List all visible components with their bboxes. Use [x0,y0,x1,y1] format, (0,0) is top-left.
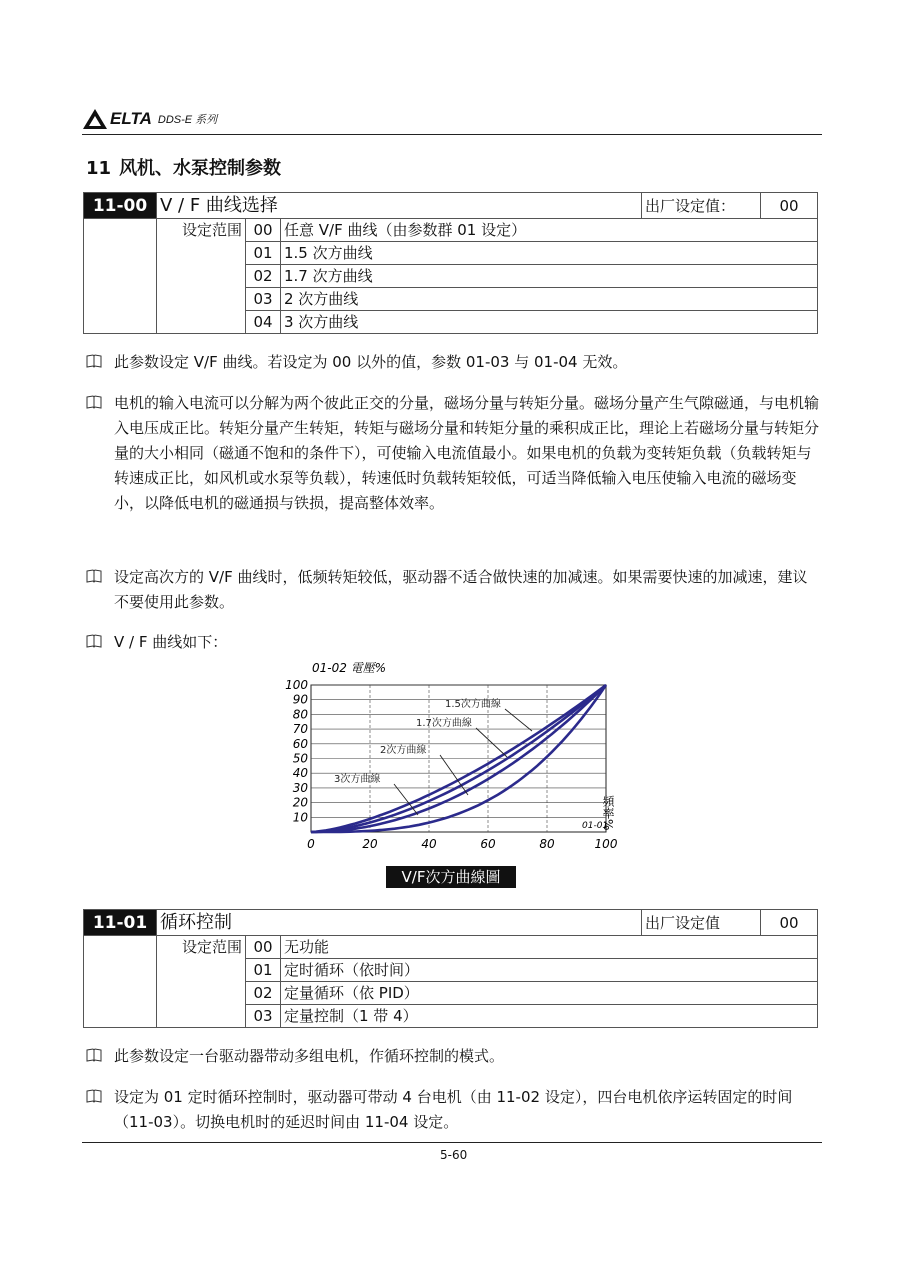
param-code: 11-00 [84,193,157,219]
note-item [86,350,821,375]
option-code: 03 [246,1005,281,1028]
blank-cell [84,219,157,334]
option-text: 无功能 [281,936,818,959]
note-text: V / F 曲线如下： [114,633,228,651]
note-text: 此参数设定 V/F 曲线。若设定为 00 以外的值，参数 01-03 与 01-04 无效。 [114,353,628,371]
blank-cell [84,936,157,1028]
param-code: 11-01 [84,910,157,936]
range-label: 设定范围 [157,936,246,1028]
y-tick-label: 10 [292,810,308,825]
param-name: 循环控制 [157,910,642,936]
y-tick-label: 60 [292,736,308,751]
x-axis-label: 頻率% [601,795,615,831]
y-tick-label: 40 [292,766,308,781]
option-text: 3 次方曲线 [281,311,818,334]
range-label: 设定范围 [157,219,246,334]
page-number: 5-60 [440,1148,468,1162]
option-code: 01 [246,242,281,265]
option-text: 定时循环（依时间） [281,959,818,982]
option-text: 1.7 次方曲线 [281,265,818,288]
header-divider [82,134,822,135]
factory-label: 出厂设定值 [642,910,761,936]
option-code: 02 [246,982,281,1005]
brand-name: ELTA [110,109,152,128]
note-text: 设定为 01 定时循环控制时，驱动器可带动 4 台电机（由 11-02 设定），四台电机依序运转固定的时间（11-03）。切换电机时的延迟时间由 11-04 设定。 [114,1088,793,1131]
curve-label-leader [476,728,507,757]
curve-label-leader [505,709,532,731]
x-tick-label: 40 [421,837,437,851]
param-table-11-00 [83,192,818,334]
book-icon [86,354,102,368]
option-code: 00 [246,936,281,959]
section-number: 11 [86,158,112,179]
note-text: 此参数设定一台驱动器带动多组电机，作循环控制的模式。 [114,1047,505,1065]
y-tick-label: 50 [292,751,308,766]
section-title [86,154,281,180]
book-icon [86,569,102,583]
option-text: 定量控制（1 带 4） [281,1005,818,1028]
factory-label: 出厂设定值： [642,193,761,219]
y-tick-label: 90 [292,692,308,707]
x-tick-label: 80 [539,837,555,851]
vf-curve-chart [270,655,640,860]
option-code: 00 [246,219,281,242]
option-code: 03 [246,288,281,311]
note-item [86,630,821,655]
factory-value: 00 [761,910,818,936]
book-icon [86,1089,102,1103]
note-text: 电机的输入电流可以分解为两个彼此正交的分量，磁场分量与转矩分量。磁场分量产生气隙磁通，与电机输入电压成正比。转矩分量产生转矩，转矩与磁场分量和转矩分量的乘积成正比，理论上若磁场分量与转矩分量的大小相同（磁通不饱和的条件下），可使输入电流值最小。如果电机的负载为变转矩负载（负载转矩与转速成正比，如风机或水泵等负载），转速低时负载转矩较低，可适当降低输入电压使输入电流的磁场变小，以降低电机的磁通损与铁损，提高整体效率。 [114,394,820,512]
delta-logo-icon [82,108,108,130]
header-brand [82,108,217,130]
curve-label: 1.7次方曲線 [416,718,472,729]
option-text: 定量循环（依 PID） [281,982,818,1005]
x-tick-label: 60 [480,837,496,851]
note-item [86,391,821,516]
x-tick-label: 0 [307,837,315,851]
series-label: DDS-E 系列 [157,114,218,126]
curve-label: 2次方曲線 [380,745,427,756]
section-title-text: 风机、水泵控制参数 [119,158,282,179]
y-tick-label: 80 [292,707,308,722]
chart-caption: V/F次方曲線圖 [386,866,516,888]
option-code: 02 [246,265,281,288]
footer-divider [82,1142,822,1143]
y-tick-label: 100 [285,678,308,692]
param-name: V / F 曲线选择 [157,193,642,219]
option-code: 01 [246,959,281,982]
option-code: 04 [246,311,281,334]
x-tick-label: 100 [594,837,618,851]
y-axis-label: 01-02 電壓% [312,661,387,675]
note-item [86,565,821,615]
factory-value: 00 [761,193,818,219]
book-icon [86,634,102,648]
y-tick-label: 20 [292,795,308,810]
param-table-11-01 [83,909,818,1028]
book-icon [86,395,102,409]
note-item [86,1044,821,1069]
book-icon [86,1048,102,1062]
curve-label: 1.5次方曲線 [445,699,501,710]
curve-label: 3次方曲線 [334,774,381,785]
note-item [86,1085,821,1135]
y-tick-label: 30 [292,780,308,795]
option-text: 任意 V/F 曲线（由参数群 01 设定） [281,219,818,242]
note-text: 设定高次方的 V/F 曲线时，低频转矩较低，驱动器不适合做快速的加减速。如果需要快速的加减速，建议不要使用此参数。 [114,568,808,611]
x-axis-note: 01-01 [582,821,609,831]
y-tick-label: 70 [292,722,308,737]
option-text: 1.5 次方曲线 [281,242,818,265]
option-text: 2 次方曲线 [281,288,818,311]
x-tick-label: 20 [362,837,378,851]
